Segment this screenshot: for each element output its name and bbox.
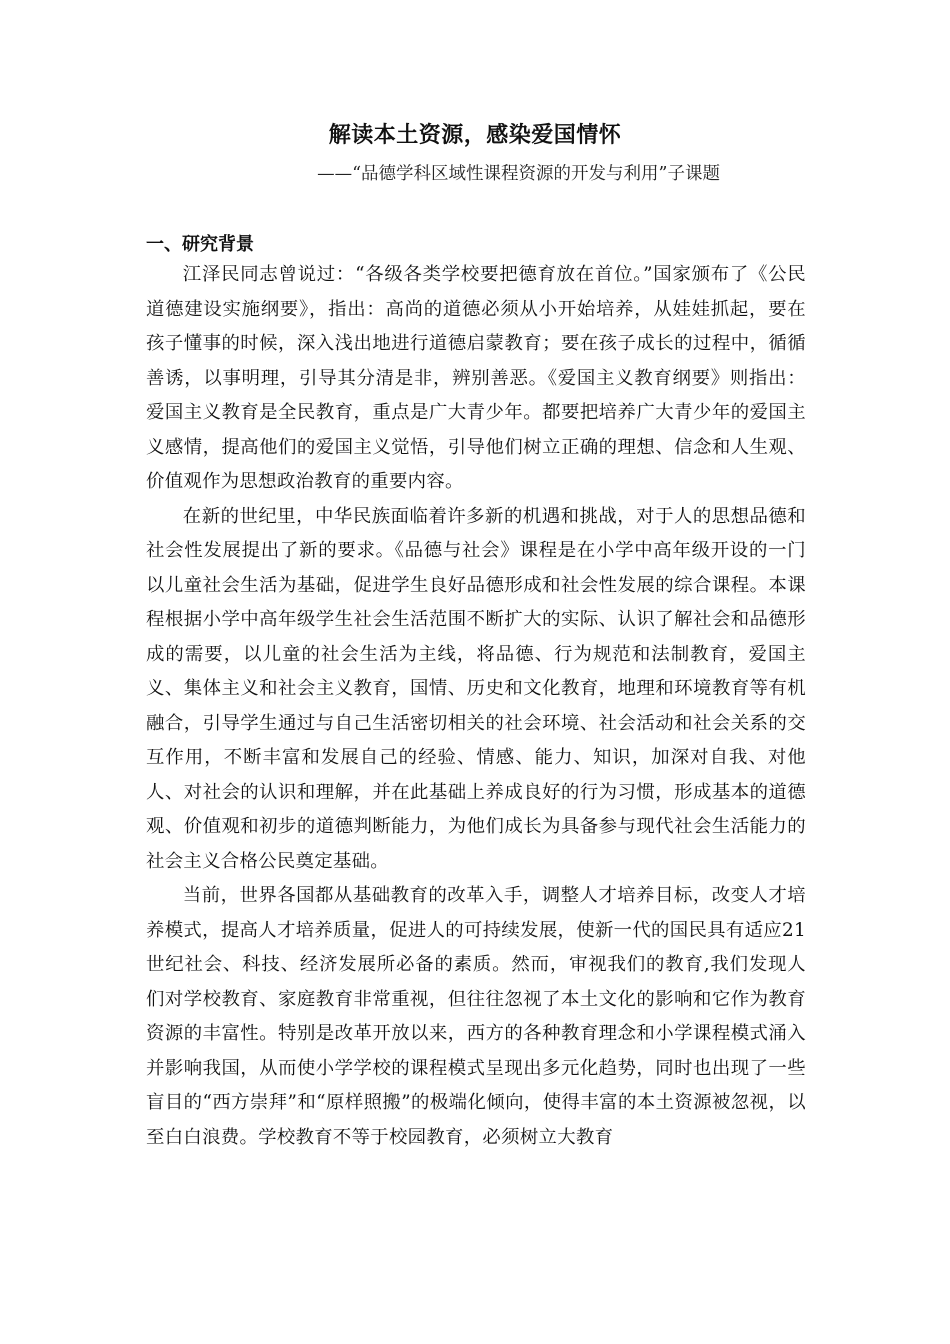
paragraph: 在新的世纪里，中华民族面临着许多新的机遇和挑战，对于人的思想品德和社会性发展提出了新的要求。《品德与社会》课程是在小学中高年级开设的一门以儿童社会生活为基础，促进学生良好品德形成和社会性发展的综合课程。本课程根据小学中高年级学生社会生活范围不断扩大的实际、认识了解社会和品德形成的需要，以儿童的社会生活为主线，将品德、行为规范和法制教育，爱国主义、集体主义和社会主义教育，国情、历史和文化教育，地理和环境教育等有机融合，引导学生通过与自己生活密切相关的社会环境、社会活动和社会关系的交互作用，不断丰富和发展自己的经验、情感、能力、知识，加深对自我、对他人、对社会的认识和理解，并在此基础上养成良好的行为习惯，形成基本的道德观、价值观和初步的道德判断能力，为他们成长为具备参与现代社会生活能力的社会主义合格公民奠定基础。 (146, 505, 806, 872)
document-title: 解读本土资源，感染爱国情怀 (328, 123, 622, 148)
paragraph: 当前，世界各国都从基础教育的改革入手，调整人才培养目标，改变人才培养模式，提高人才培养质量，促进人的可持续发展，使新一代的国民具有适应21世纪社会、科技、经济发展所必备的素质。然而，审视我们的教育,我们发现人们对学校教育、家庭教育非常重视，但往往忽视了本土文化的影响和它作为教育资源的丰富性。特别是改革开放以来，西方的各种教育理念和小学课程模式涌入并影响我国，从而使小学学校的课程模式呈现出多元化趋势，同时也出现了一些盲目的“西方崇拜”和“原样照搬”的极端化倾向，使得丰富的本土资源被忽视，以至白白浪费。学校教育不等于校园教育，必须树立大教育 (146, 885, 806, 1148)
paragraph: 江泽民同志曾说过：“各级各类学校要把德育放在首位。”国家颁布了《公民道德建设实施纲要》，指出：高尚的道德必须从小开始培养，从娃娃抓起，要在孩子懂事的时候，深入浅出地进行道德启蒙教育；要在孩子成长的过程中，循循善诱，以事明理，引导其分清是非，辨别善恶。《爱国主义教育纲要》则指出：爱国主义教育是全民教育，重点是广大青少年。都要把培养广大青少年的爱国主义感情，提高他们的爱国主义觉悟，引导他们树立正确的理想、信念和人生观、价值观作为思想政治教育的重要内容。 (146, 264, 806, 492)
document-subtitle: ——“品德学科区域性课程资源的开发与利用”子课题 (317, 164, 720, 184)
section-heading: 一、研究背景 (146, 234, 254, 255)
document-body (146, 258, 806, 1155)
